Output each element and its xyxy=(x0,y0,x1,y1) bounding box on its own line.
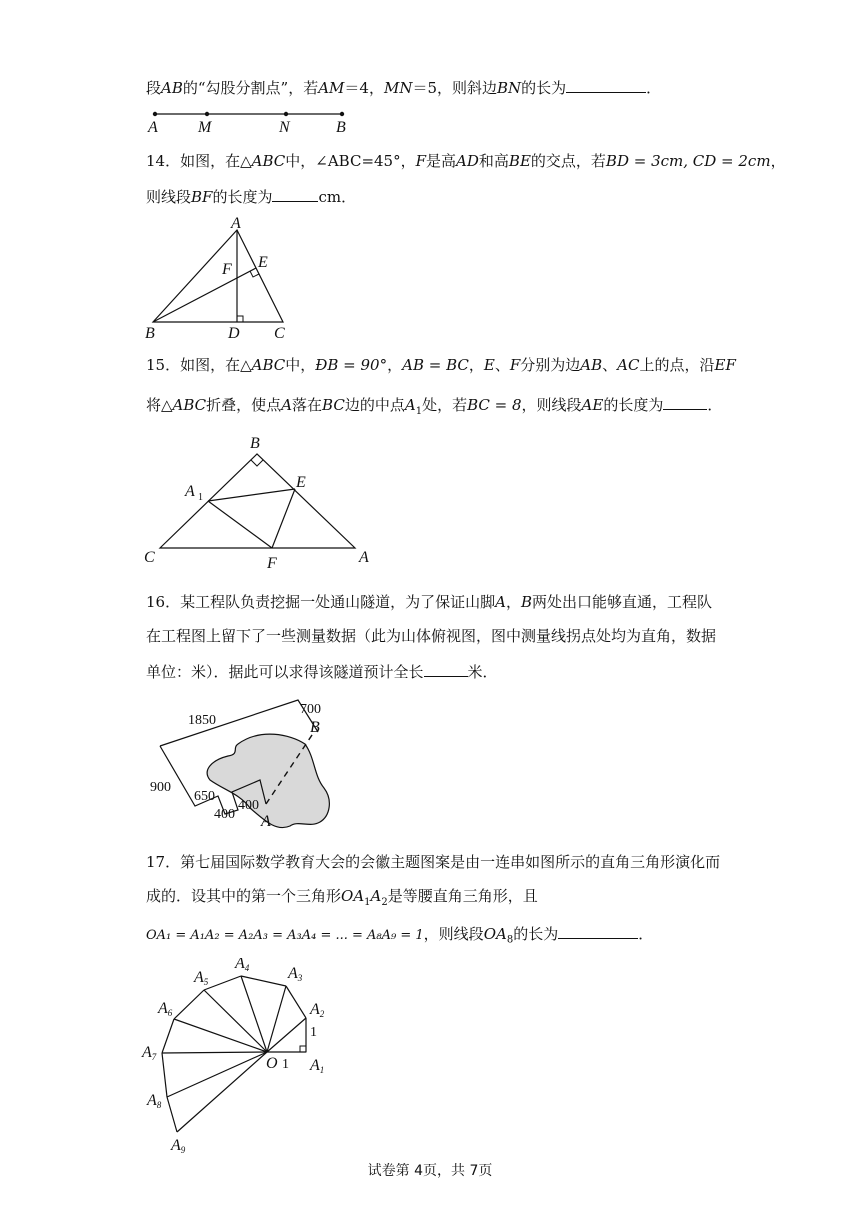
q17-label-a8: A8 xyxy=(147,1092,162,1110)
q17-label-a2: A2 xyxy=(310,1001,325,1019)
q13-point-m: M xyxy=(198,119,212,136)
q16-text: 在工程图上留下了一些测量数据（此为山体俯视图，图中测量线拐点处均为直角，数据 xyxy=(146,627,717,645)
q14-text: 的交点，若 xyxy=(530,152,606,170)
q16-text-line-2 xyxy=(146,626,716,646)
q15-point-f: F xyxy=(509,356,521,374)
q15-label-e: E xyxy=(296,474,306,491)
q15-label-a: A xyxy=(359,549,369,566)
q15-text: ， xyxy=(468,356,484,374)
q15-angle: ÐB = 90° xyxy=(315,356,388,374)
q15-side-ab: AB xyxy=(580,356,603,374)
q15-text: 中， xyxy=(285,356,316,374)
q14-label-a: A xyxy=(231,216,241,232)
q14-triangle: △ABC xyxy=(240,152,286,170)
q16-tunnel-figure xyxy=(140,696,370,840)
q15-text: 将 xyxy=(146,396,162,414)
q15-label-f: F xyxy=(267,555,277,572)
q17-text: 成的．设其中的第一个三角形 xyxy=(146,887,342,905)
q13-am: AM xyxy=(318,79,345,97)
spiral-edge xyxy=(162,1053,167,1097)
q15-text-line-1 xyxy=(146,355,736,375)
q15-text: ， xyxy=(387,356,403,374)
spiral-edge xyxy=(241,976,286,986)
q14-text: 则线段 xyxy=(146,188,192,206)
q14-height-ad: AD xyxy=(456,152,479,170)
q17-subscript: 8 xyxy=(506,934,514,946)
q16-label-700: 700 xyxy=(300,702,321,717)
q16-text-line-3 xyxy=(146,660,498,682)
q17-answer-blank xyxy=(558,922,638,939)
q15-text: 折叠，使点 xyxy=(206,396,282,414)
q17-label-a1: A1 xyxy=(310,1057,325,1075)
q13-text: ＝4， xyxy=(344,79,384,97)
q15-fold-figure xyxy=(140,430,380,576)
q13-point-a: A xyxy=(148,119,158,136)
q15-label-a1-sub: 1 xyxy=(198,492,203,503)
q14-segment-bf: BF xyxy=(191,188,213,206)
spiral-edge xyxy=(167,1097,177,1132)
q15-text: 分别为边 xyxy=(520,356,581,374)
q16-label-400-a: 400 xyxy=(238,798,259,813)
q13-text: ． xyxy=(646,79,662,97)
q17-label-a7: A7 xyxy=(142,1044,157,1062)
q14-text: cm． xyxy=(318,188,357,206)
q17-triangle-name: A xyxy=(370,887,382,905)
q13-text: ＝5，则斜边 xyxy=(412,79,497,97)
q14-label-b: B xyxy=(145,325,155,342)
q13-point-b: B xyxy=(336,119,346,136)
q15-point-e: E xyxy=(483,356,495,374)
q15-point-a1: A xyxy=(404,396,416,414)
q14-text: ， xyxy=(770,152,786,170)
q15-subscript: 1 xyxy=(415,406,423,417)
q13-segment-figure xyxy=(140,104,360,136)
q17-text: 是等腰直角三角形，且 xyxy=(387,887,538,905)
q16-label-650: 650 xyxy=(194,789,215,804)
q16-point-b: B xyxy=(520,593,532,611)
q17-label-one-side: 1 xyxy=(310,1025,317,1040)
q15-text: 的长度为 xyxy=(603,396,664,414)
q15-text: 边的中点 xyxy=(344,396,405,414)
q17-text-line-2 xyxy=(146,886,538,913)
q15-text: 落在 xyxy=(292,396,323,414)
q16-number: 16． xyxy=(146,593,181,611)
q15-text: 上的点，沿 xyxy=(639,356,715,374)
q15-text: 处，若 xyxy=(422,396,468,414)
q15-triangle: △ABC xyxy=(240,356,286,374)
q13-point-n: N xyxy=(279,119,290,136)
q15-triangle: △ABC xyxy=(161,396,207,414)
q17-text: ，则线段 xyxy=(423,925,484,943)
q15-text: 、 xyxy=(494,356,510,374)
q17-label-a4: A4 xyxy=(235,958,250,973)
q16-label-400-b: 400 xyxy=(214,807,235,822)
q16-text: 单位：米）．据此可以求得该隧道预计全长 xyxy=(146,663,424,681)
q15-label-a1: A xyxy=(185,483,195,500)
q16-label-900: 900 xyxy=(150,780,171,795)
q17-triangle-name: OA xyxy=(341,887,365,905)
q16-point-a: A xyxy=(495,593,506,611)
spiral-edge xyxy=(286,986,306,1018)
q16-text: ， xyxy=(505,593,521,611)
q13-mn: MN xyxy=(383,79,413,97)
q14-triangle-figure xyxy=(140,216,300,342)
q15-label-c: C xyxy=(144,549,155,566)
q14-text: 中，∠ABC=45°， xyxy=(285,152,416,170)
q15-text: ，则线段 xyxy=(521,396,582,414)
q17-spiral-figure xyxy=(140,958,360,1156)
q15-label-b: B xyxy=(250,435,260,452)
q14-text: 和高 xyxy=(478,152,509,170)
q17-text-line-1 xyxy=(146,852,720,872)
q16-answer-blank xyxy=(424,660,468,677)
q14-label-c: C xyxy=(274,325,285,342)
q16-label-a: A xyxy=(261,813,271,830)
q15-point-a: A xyxy=(281,396,293,414)
q17-number: 17． xyxy=(146,853,181,871)
q16-label-1850: 1850 xyxy=(188,713,216,728)
spiral-edge xyxy=(174,990,204,1019)
q15-text-line-2 xyxy=(146,393,722,422)
q15-line-ef: EF xyxy=(714,356,736,374)
q14-text: 是高 xyxy=(426,152,457,170)
q15-side-bc: BC xyxy=(322,396,345,414)
q16-text: 米． xyxy=(467,663,498,681)
q17-label-a5: A5 xyxy=(194,969,209,987)
q15-equality: AB = BC xyxy=(402,356,469,374)
spiral-spoke xyxy=(167,1052,267,1097)
q14-text: 如图，在 xyxy=(180,152,241,170)
q14-text-line-1 xyxy=(146,151,786,171)
q14-height-be: BE xyxy=(508,152,531,170)
spiral-spoke xyxy=(267,986,286,1052)
page-footer: 试卷第 4页，共 7页 xyxy=(367,1163,493,1179)
q15-text: 如图，在 xyxy=(180,356,241,374)
q15-number: 15． xyxy=(146,356,181,374)
q17-subscript: 1 xyxy=(364,897,371,908)
q15-condition: BC = 8 xyxy=(467,396,522,414)
q14-point-f: F xyxy=(415,152,427,170)
q17-text: 的长为 xyxy=(513,925,559,943)
q17-label-one-base: 1 xyxy=(282,1057,289,1072)
q13-text: 的“勾股分割点”，若 xyxy=(182,79,319,97)
q16-text: 两处出口能够直通，工程队 xyxy=(532,593,713,611)
q13-answer-blank xyxy=(566,76,646,93)
q17-text-line-3 xyxy=(146,922,653,951)
q14-condition: BD = 3cm, CD = 2cm xyxy=(605,152,771,170)
q14-text: 的长度为 xyxy=(212,188,273,206)
q17-segment-oa8: OA xyxy=(483,925,507,943)
q17-label-a3: A3 xyxy=(288,965,303,983)
q14-label-d: D xyxy=(228,325,240,342)
spiral-edge xyxy=(162,1019,174,1053)
q17-label-a6: A6 xyxy=(158,1000,173,1018)
q17-label-a9: A9 xyxy=(171,1137,186,1155)
q13-bn: BN xyxy=(497,79,522,97)
q16-text: 某工程队负责挖掘一处通山隧道，为了保证山脚 xyxy=(180,593,496,611)
q15-answer-blank xyxy=(663,393,707,410)
q16-text-line-1 xyxy=(146,592,712,612)
q13-text: 的长为 xyxy=(521,79,567,97)
q17-text: 第七届国际数学教育大会的会徽主题图案是由一连串如图所示的直角三角形演化而 xyxy=(180,853,721,871)
spiral-spoke xyxy=(241,976,267,1052)
q17-label-o: O xyxy=(266,1055,278,1072)
q14-text-line-2 xyxy=(146,185,356,207)
spiral-spoke xyxy=(204,990,267,1052)
spiral-spoke xyxy=(162,1052,267,1053)
spiral-edge xyxy=(204,976,241,990)
q13-text: 段 xyxy=(146,79,162,97)
q17-equation: OA₁ = A₁A₂ = A₂A₃ = A₃A₄ = ... = A₈A₉ = 1 xyxy=(146,928,424,943)
q15-side-ac: AC xyxy=(617,356,640,374)
q14-number: 14． xyxy=(146,152,181,170)
q13-segment-ab: AB xyxy=(161,79,183,97)
q14-answer-blank xyxy=(272,185,318,202)
q17-subscript: 2 xyxy=(381,897,388,908)
q16-label-b: B xyxy=(310,719,320,736)
spiral-spoke xyxy=(177,1052,267,1132)
q15-text: 、 xyxy=(602,356,618,374)
q14-label-e: E xyxy=(258,254,268,271)
q15-segment-ae: AE xyxy=(581,396,604,414)
q14-label-f: F xyxy=(222,261,232,278)
q13-text-line xyxy=(146,76,661,98)
q17-text: ． xyxy=(638,925,654,943)
spiral-spoke xyxy=(174,1019,267,1052)
q15-text: ． xyxy=(707,396,723,414)
